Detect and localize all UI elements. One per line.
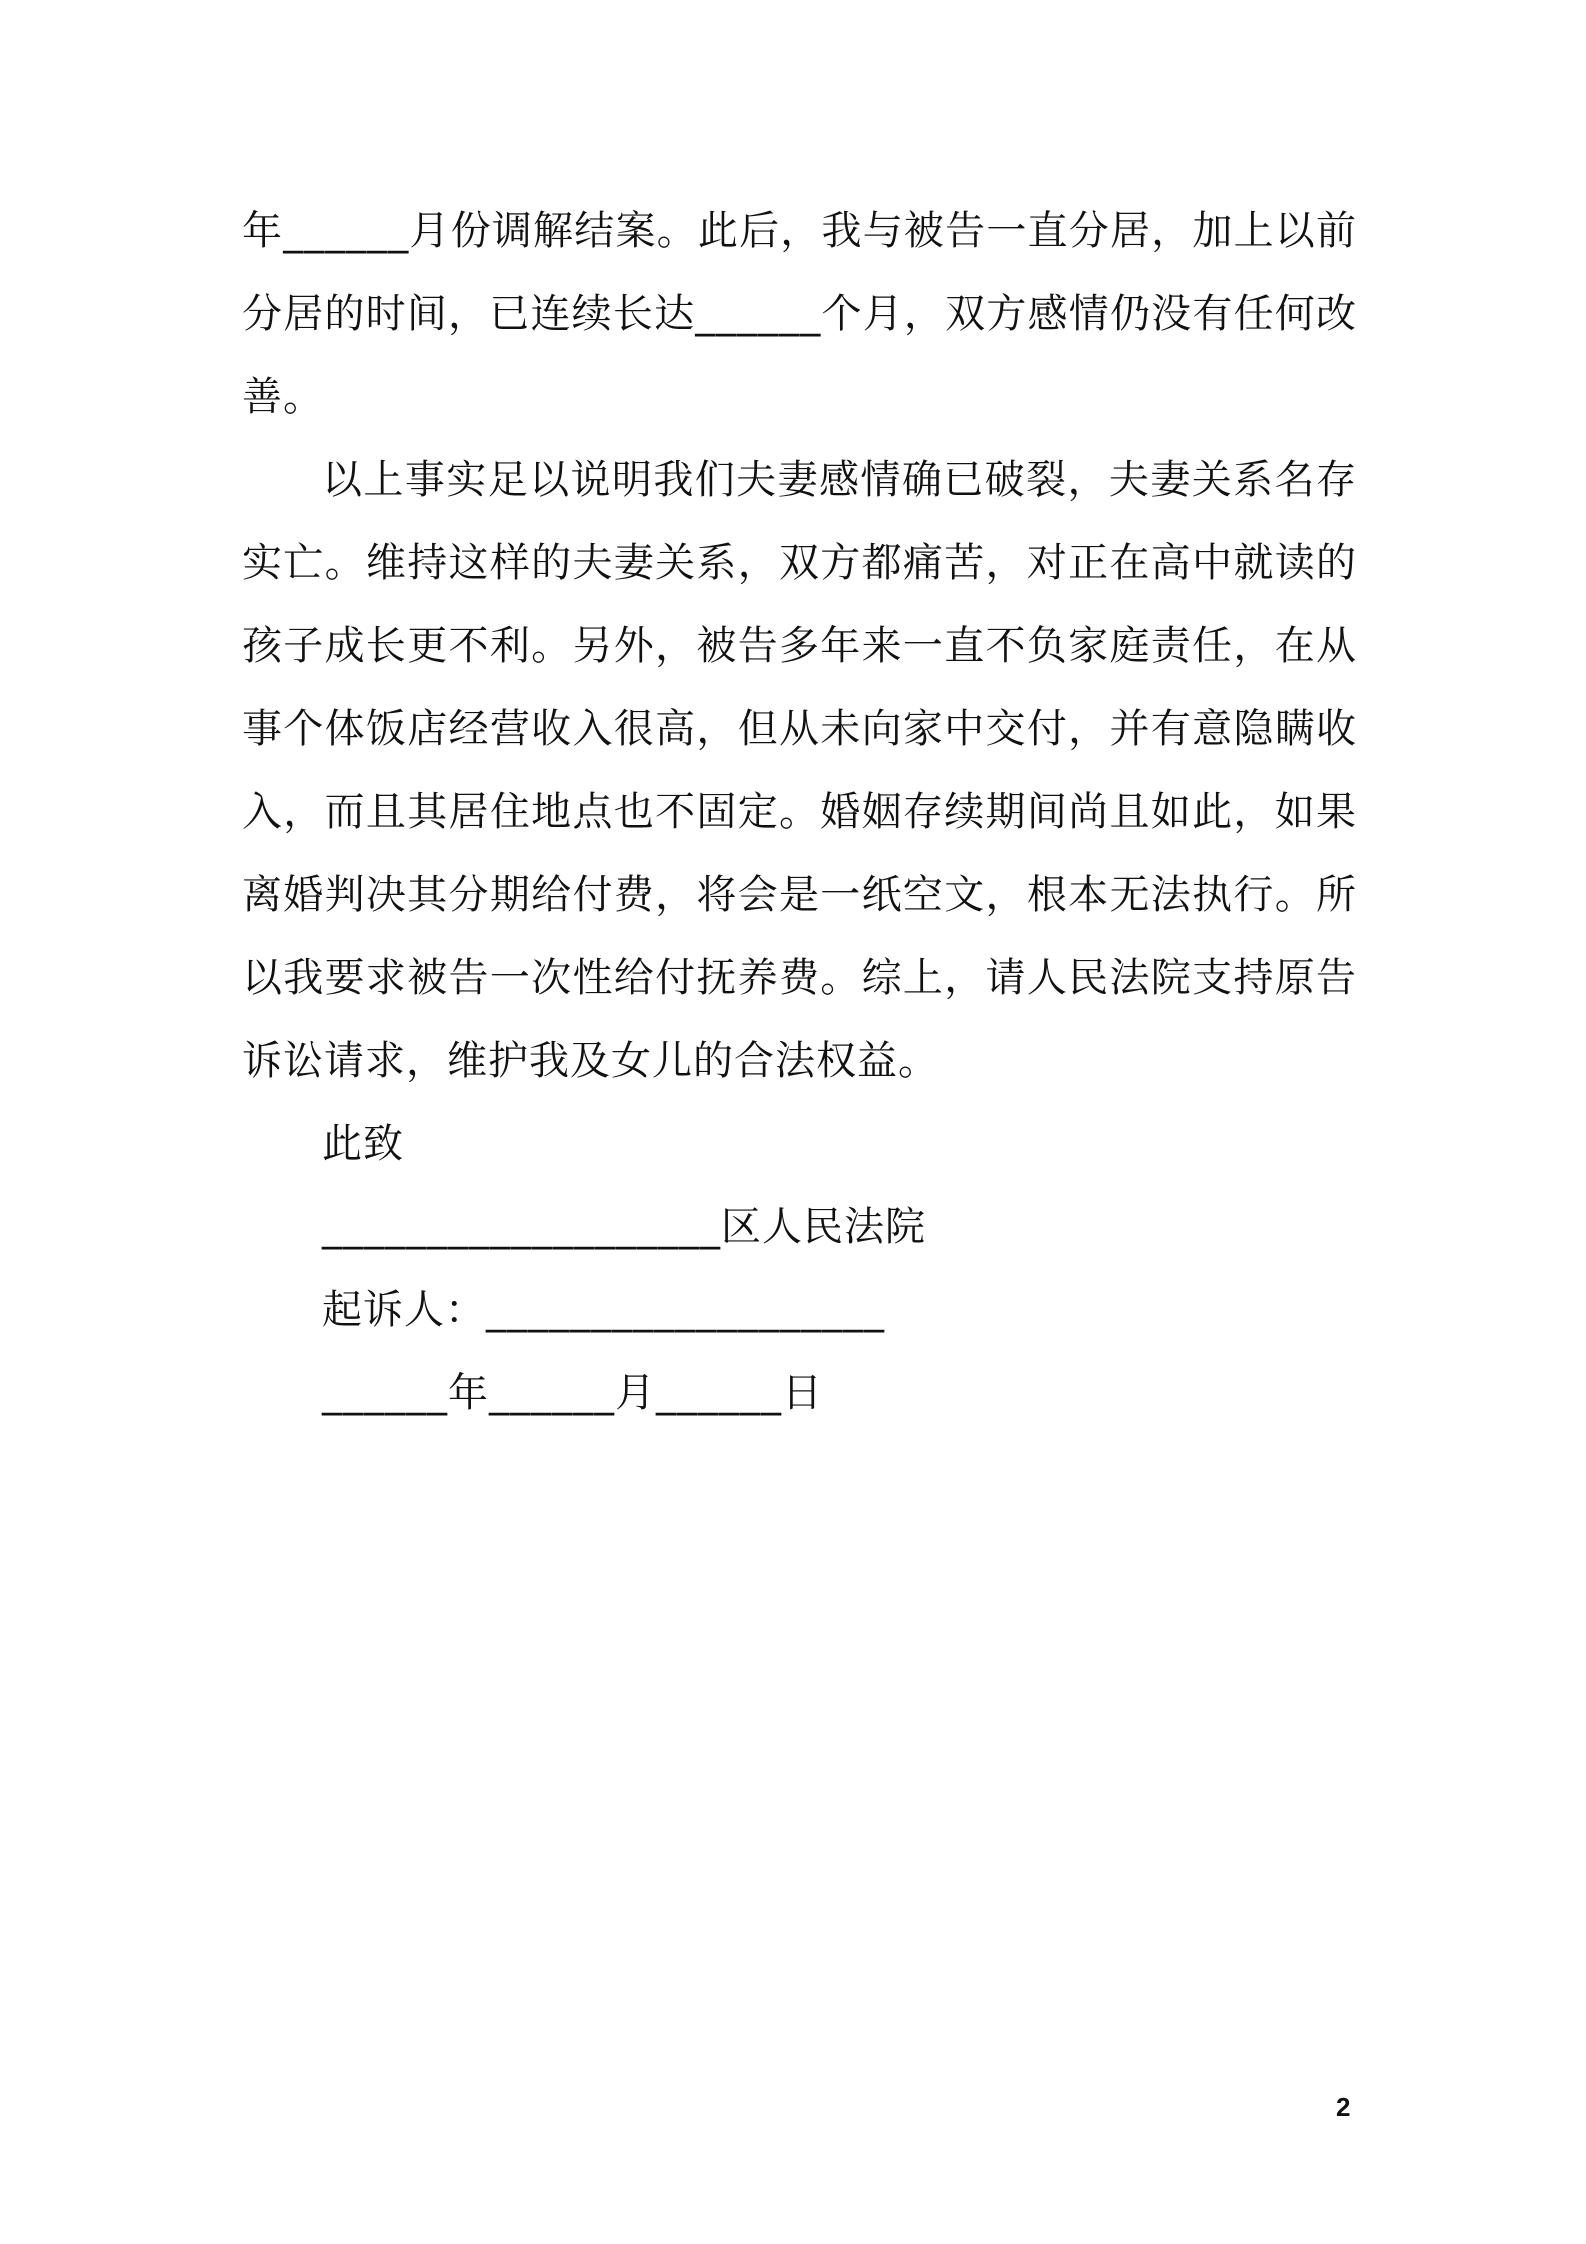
page-number: 2: [1336, 2092, 1351, 2122]
document-body: [242, 190, 1357, 1435]
date-line: ______年______月______日: [322, 1370, 823, 1416]
court-line: ___________________区人民法院: [322, 1204, 926, 1250]
salutation: 此致: [322, 1121, 404, 1167]
paragraph-facts: 以上事实足以说明我们夫妻感情确已破裂，夫妻关系名存实亡。维持这样的夫妻关系，双方都痛苦，对正在高中就读的孩子成长更不利。另外，被告多年来一直不负家庭责任，在从事个体饭店经营收入很高，但从未向家中交付，并有意隐瞒收入，而且其居住地点也不固定。婚姻存续期间尚且如此，如果离婚判决其分期给付费，将会是一纸空文，根本无法执行。所以我要求被告一次性给付抚养费。综上，请人民法院支持原告诉讼请求，维护我及女儿的合法权益。: [242, 457, 1357, 1084]
paragraph-continuation: 年______月份调解结案。此后，我与被告一直分居，加上以前分居的时间，已连续长达______个月，双方感情仍没有任何改善。: [242, 208, 1357, 420]
plaintiff-line: 起诉人：___________________: [322, 1287, 885, 1333]
